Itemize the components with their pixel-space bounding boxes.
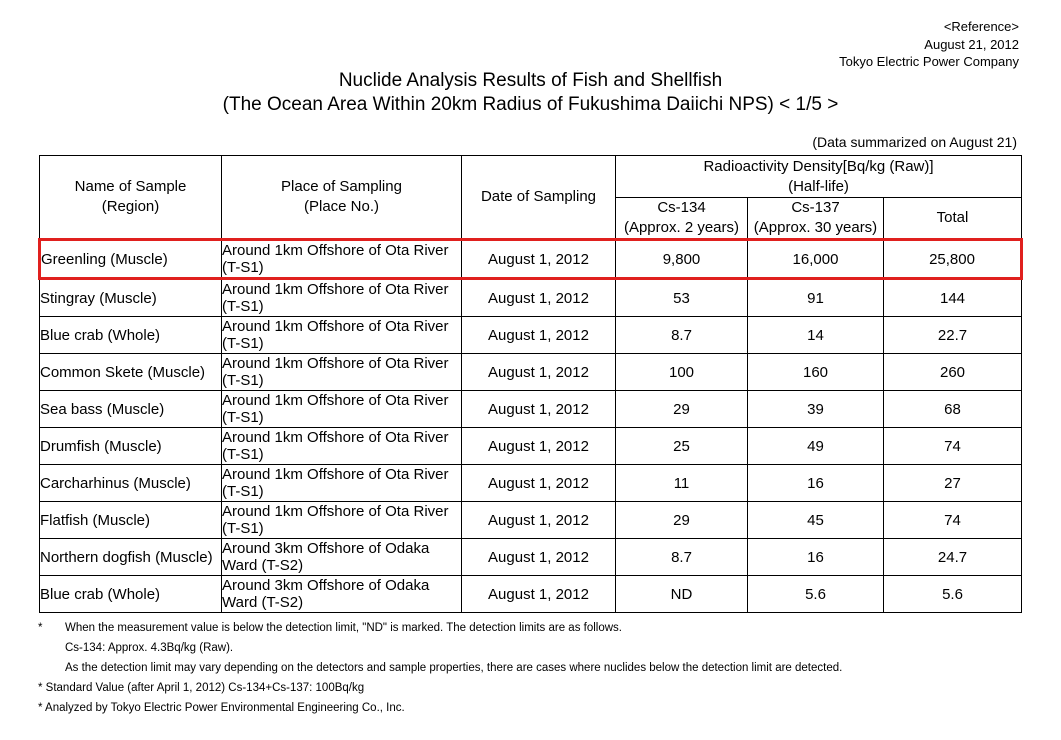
- summary-date-note: (Data summarized on August 21): [812, 134, 1017, 150]
- place-line1: Around 3km Offshore of Odaka: [222, 577, 430, 594]
- date-cell: August 1, 2012: [462, 317, 616, 354]
- header-cs137-halflife: (Approx. 30 years): [753, 219, 878, 236]
- sample-name-cell: Greenling (Muscle): [40, 240, 222, 279]
- place-line2: (T-S1): [222, 483, 264, 500]
- cs134-cell: 11: [616, 465, 748, 502]
- header-cs134: [616, 198, 748, 240]
- header-halflife-label: (Half-life): [788, 177, 849, 195]
- place-line1: Around 1km Offshore of Ota River: [222, 392, 449, 409]
- sample-name-cell: Drumfish (Muscle): [40, 428, 222, 465]
- place-line1: Around 1km Offshore of Ota River: [222, 355, 449, 372]
- footnote-mark: *: [38, 622, 43, 634]
- reference-label: <Reference>: [943, 19, 1019, 34]
- place-line1: Around 3km Offshore of Odaka: [222, 540, 430, 557]
- header-sample-name: [40, 156, 222, 240]
- sample-name-cell: Common Skete (Muscle): [40, 354, 222, 391]
- sample-name-cell: Blue crab (Whole): [40, 576, 222, 613]
- header-total-label: Total: [936, 209, 969, 226]
- place-line2: Ward (T-S2): [222, 594, 304, 611]
- table-row-highlighted: [40, 240, 1022, 279]
- total-cell: 24.7: [884, 539, 1022, 576]
- place-cell: [222, 539, 462, 576]
- date-cell: August 1, 2012: [462, 576, 616, 613]
- date-cell: August 1, 2012: [462, 539, 616, 576]
- date-cell: August 1, 2012: [462, 465, 616, 502]
- sample-name-cell: Northern dogfish (Muscle): [40, 539, 222, 576]
- table-row: [40, 465, 1022, 502]
- total-cell: 25,800: [884, 240, 1022, 279]
- date-cell: August 1, 2012: [462, 240, 616, 279]
- cs137-cell: 16: [748, 465, 884, 502]
- place-line2: (T-S1): [222, 446, 264, 463]
- cs137-cell: 160: [748, 354, 884, 391]
- table-row: [40, 317, 1022, 354]
- header-cs137-label: Cs-137: [791, 199, 840, 216]
- sample-name-cell: Blue crab (Whole): [40, 317, 222, 354]
- sample-name-cell: Sea bass (Muscle): [40, 391, 222, 428]
- place-line2: (T-S1): [222, 372, 264, 389]
- place-line2: (T-S1): [222, 259, 264, 276]
- cs134-cell: 25: [616, 428, 748, 465]
- footnote-detector-variation: As the detection limit may vary depending on the detectors and sample properties, there are cases where nuclides below the detection limit are detected.: [65, 662, 843, 674]
- table-row: [40, 391, 1022, 428]
- cs137-cell: 91: [748, 279, 884, 317]
- cs134-cell: 29: [616, 391, 748, 428]
- total-cell: 260: [884, 354, 1022, 391]
- cs137-cell: 16: [748, 539, 884, 576]
- page-subtitle: (The Ocean Area Within 20km Radius of Fukushima Daiichi NPS) < 1/5 >: [222, 94, 839, 115]
- company-name: Tokyo Electric Power Company: [839, 54, 1019, 69]
- results-table: [38, 155, 1023, 613]
- footnote-standard-value: * Standard Value (after April 1, 2012) Cs-134+Cs-137: 100Bq/kg: [38, 682, 365, 694]
- cs137-cell: 16,000: [748, 240, 884, 279]
- place-line1: Around 1km Offshore of Ota River: [222, 242, 449, 259]
- header-cs134-label: Cs-134: [657, 199, 706, 216]
- document-date: August 21, 2012: [924, 37, 1019, 52]
- total-cell: 74: [884, 428, 1022, 465]
- table-row: [40, 279, 1022, 317]
- date-cell: August 1, 2012: [462, 428, 616, 465]
- place-line1: Around 1km Offshore of Ota River: [222, 318, 449, 335]
- header-place: [222, 156, 462, 240]
- header-sample-name-label: Name of Sample: [74, 178, 187, 195]
- total-cell: 27: [884, 465, 1022, 502]
- header-place-label: Place of Sampling: [281, 178, 402, 195]
- date-cell: August 1, 2012: [462, 502, 616, 539]
- header-cs134-halflife: (Approx. 2 years): [623, 219, 740, 236]
- table-row: [40, 539, 1022, 576]
- date-cell: August 1, 2012: [462, 354, 616, 391]
- header-total: [884, 198, 1022, 240]
- total-cell: 74: [884, 502, 1022, 539]
- header-density-label: Radioactivity Density[Bq/kg (Raw)]: [703, 157, 934, 175]
- cs134-cell: ND: [616, 576, 748, 613]
- footnotes: [38, 618, 842, 718]
- cs134-cell: 9,800: [616, 240, 748, 279]
- cs137-cell: 45: [748, 502, 884, 539]
- header-sample-region-label: (Region): [101, 198, 160, 215]
- cs134-cell: 8.7: [616, 317, 748, 354]
- header-date: [462, 156, 616, 240]
- place-cell: [222, 465, 462, 502]
- cs137-cell: 39: [748, 391, 884, 428]
- sample-name-cell: Flatfish (Muscle): [40, 502, 222, 539]
- sample-name-cell: Stingray (Muscle): [40, 279, 222, 317]
- footnote-analyzed-by: * Analyzed by Tokyo Electric Power Environmental Engineering Co., Inc.: [38, 702, 405, 714]
- total-cell: 68: [884, 391, 1022, 428]
- header-date-label: Date of Sampling: [480, 188, 597, 205]
- place-line1: Around 1km Offshore of Ota River: [222, 281, 449, 298]
- place-line2: (T-S1): [222, 520, 264, 537]
- place-cell: [222, 240, 462, 279]
- total-cell: 5.6: [884, 576, 1022, 613]
- place-line2: (T-S1): [222, 335, 264, 352]
- place-line1: Around 1km Offshore of Ota River: [222, 429, 449, 446]
- cs134-cell: 100: [616, 354, 748, 391]
- date-cell: August 1, 2012: [462, 391, 616, 428]
- place-cell: [222, 279, 462, 317]
- table-row: [40, 354, 1022, 391]
- table-row: [40, 428, 1022, 465]
- table-row: [40, 502, 1022, 539]
- place-cell: [222, 391, 462, 428]
- place-line2: (T-S1): [222, 409, 264, 426]
- place-cell: [222, 576, 462, 613]
- footnote-detection-limit: [38, 618, 842, 638]
- header-cs137: [748, 198, 884, 240]
- sample-name-cell: Carcharhinus (Muscle): [40, 465, 222, 502]
- place-cell: [222, 428, 462, 465]
- header-place-no-label: (Place No.): [303, 198, 380, 215]
- place-line2: Ward (T-S2): [222, 557, 304, 574]
- footnote-cs134-limit: Cs-134: Approx. 4.3Bq/kg (Raw).: [65, 642, 234, 654]
- cs137-cell: 49: [748, 428, 884, 465]
- cs134-cell: 29: [616, 502, 748, 539]
- cs137-cell: 5.6: [748, 576, 884, 613]
- total-cell: 22.7: [884, 317, 1022, 354]
- table-row: [40, 576, 1022, 613]
- date-cell: August 1, 2012: [462, 279, 616, 317]
- footnote-detection-limit-text: When the measurement value is below the detection limit, "ND" is marked. The detection limits are as follows.: [65, 622, 622, 634]
- place-line1: Around 1km Offshore of Ota River: [222, 466, 449, 483]
- total-cell: 144: [884, 279, 1022, 317]
- cs134-cell: 53: [616, 279, 748, 317]
- place-cell: [222, 354, 462, 391]
- cs134-cell: 8.7: [616, 539, 748, 576]
- place-cell: [222, 317, 462, 354]
- place-line1: Around 1km Offshore of Ota River: [222, 503, 449, 520]
- header-density: [616, 156, 1022, 198]
- place-cell: [222, 502, 462, 539]
- page-title: Nuclide Analysis Results of Fish and Shellfish: [338, 70, 723, 91]
- cs137-cell: 14: [748, 317, 884, 354]
- place-line2: (T-S1): [222, 298, 264, 315]
